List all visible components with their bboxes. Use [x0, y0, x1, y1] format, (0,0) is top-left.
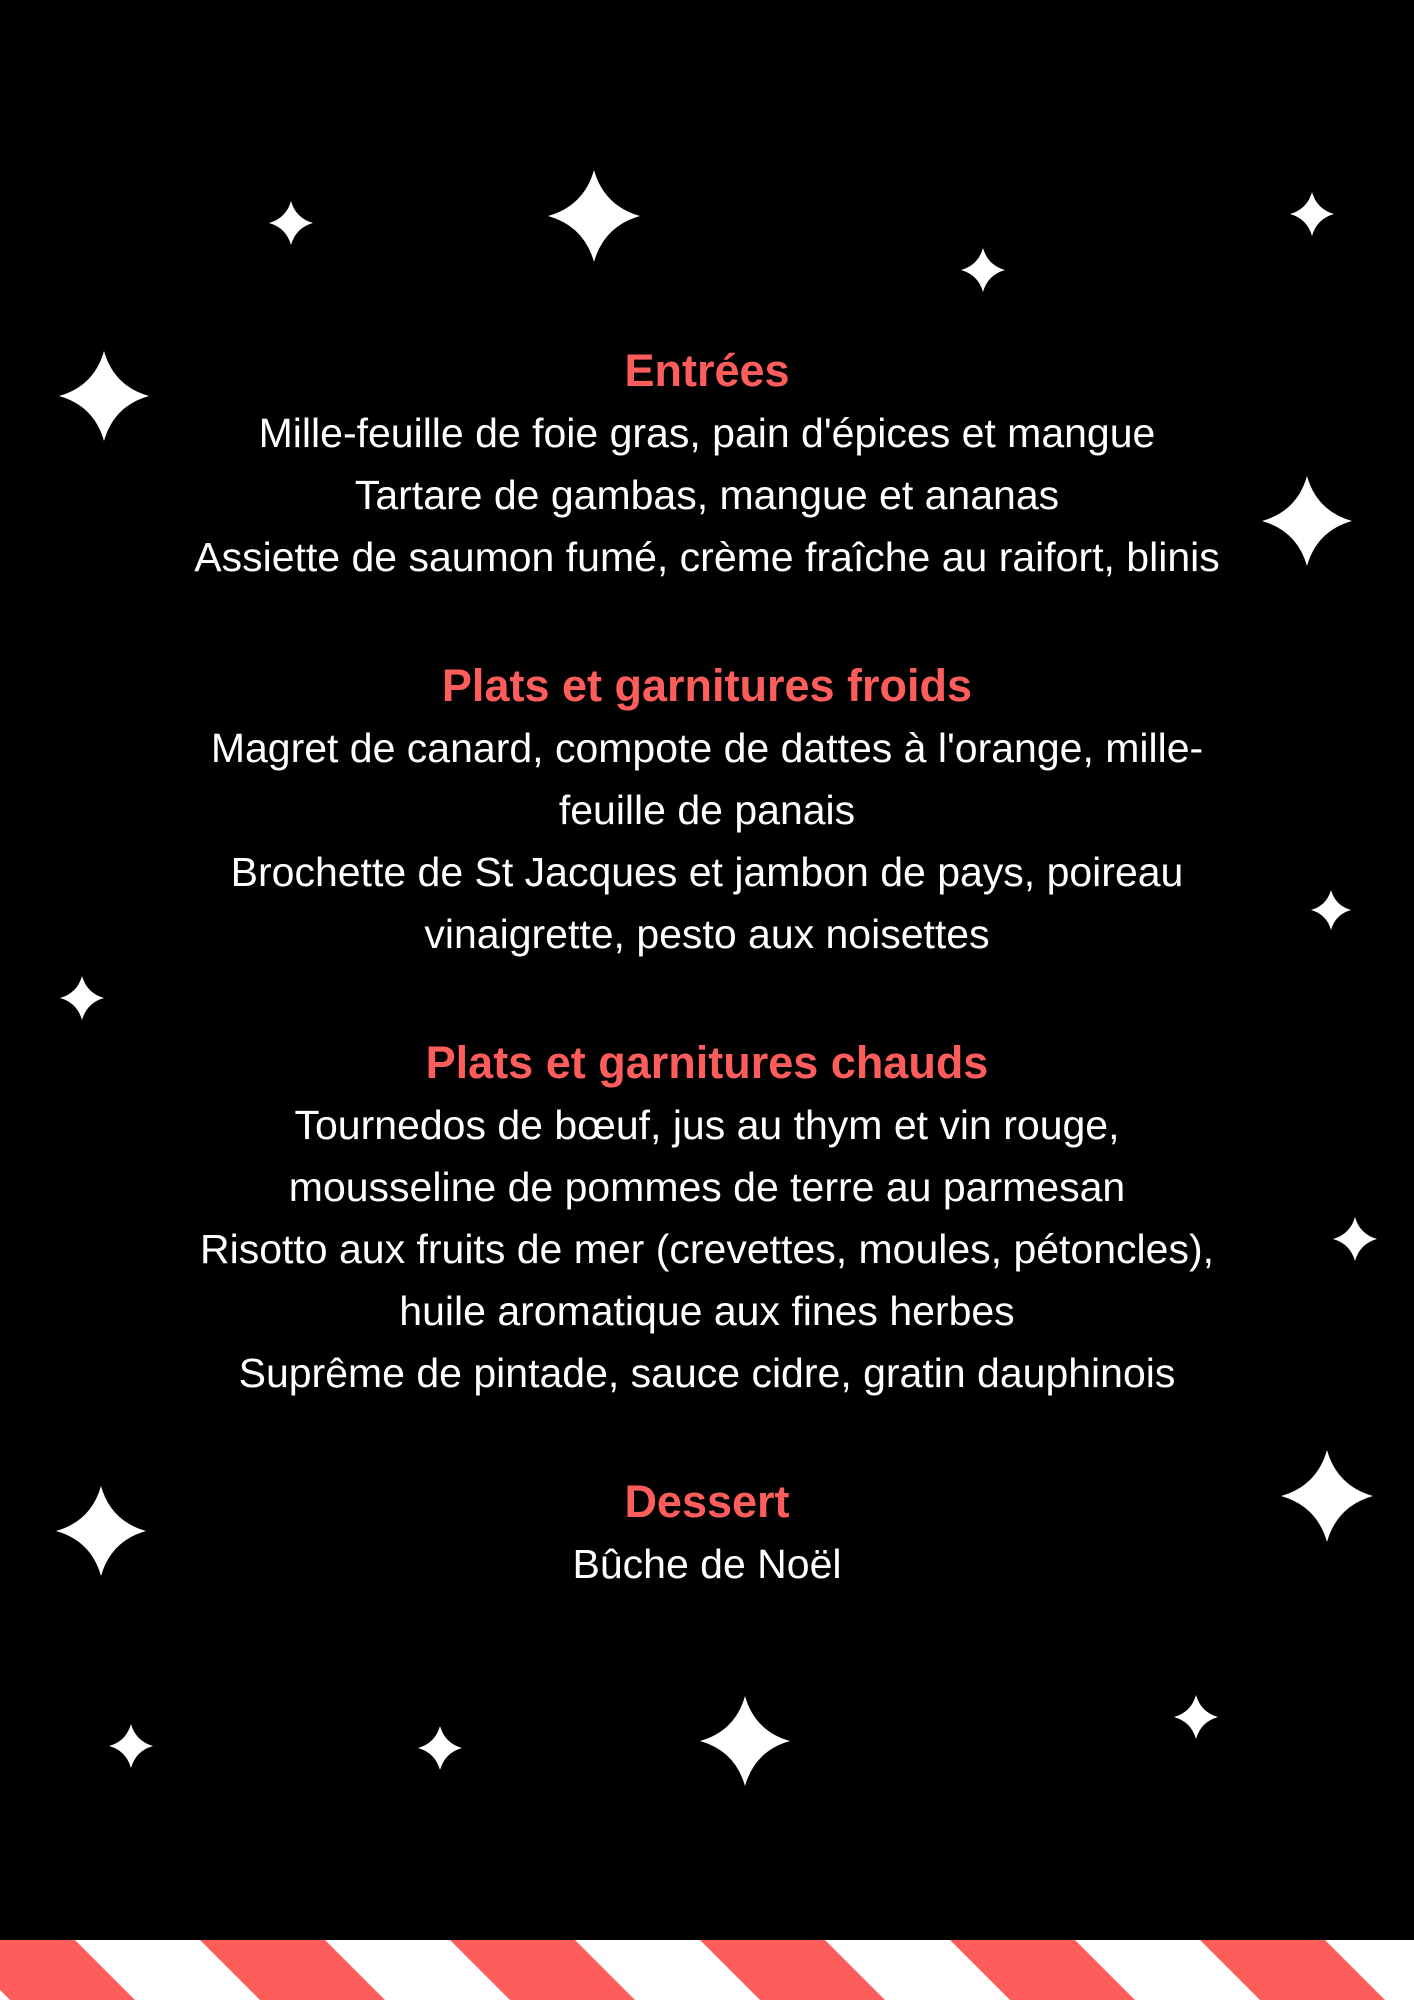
menu-item: Risotto aux fruits de mer (crevettes, moules, pétoncles),	[199, 1226, 1214, 1272]
candy-cane-stripe-border	[0, 1940, 1414, 2000]
menu-item: Magret de canard, compote de dattes à l'orange, mille-	[210, 725, 1204, 771]
section-heading: Entrées	[624, 345, 790, 396]
section-heading: Plats et garnitures froids	[441, 660, 973, 711]
menu-item: Brochette de St Jacques et jambon de pays, poireau	[230, 849, 1184, 895]
sparkle-star-icon	[59, 351, 149, 441]
sparkle-star-icon	[548, 170, 640, 262]
menu-item: mousseline de pommes de terre au parmesan	[288, 1164, 1126, 1210]
item-list	[140, 1094, 1274, 1404]
sparkle-star-icon	[269, 201, 313, 245]
section-heading: Plats et garnitures chauds	[425, 1037, 989, 1088]
menu-item: Tournedos de bœuf, jus au thym et vin rouge,	[294, 1102, 1120, 1148]
menu-item: feuille de panais	[558, 787, 856, 833]
section-entrees	[140, 340, 1274, 588]
sparkle-star-icon	[56, 1486, 146, 1576]
section-plats-chauds	[140, 1032, 1274, 1404]
menu-item: Assiette de saumon fumé, crème fraîche au raifort, blinis	[194, 534, 1220, 580]
menu-item: huile aromatique aux fines herbes	[399, 1288, 1015, 1334]
sparkle-star-icon	[1281, 1450, 1373, 1542]
sparkle-star-icon	[1262, 476, 1352, 566]
sparkle-star-icon	[1290, 192, 1334, 236]
menu-item: Bûche de Noël	[572, 1541, 842, 1587]
sparkle-star-icon	[109, 1724, 153, 1768]
menu-item: Tartare de gambas, mangue et ananas	[354, 472, 1060, 518]
section-plats-froids	[140, 655, 1274, 965]
section-heading: Dessert	[624, 1476, 790, 1527]
section-dessert	[140, 1471, 1274, 1595]
menu-item: vinaigrette, pesto aux noisettes	[424, 911, 990, 957]
item-list	[140, 402, 1274, 588]
sparkle-star-icon	[1174, 1695, 1218, 1739]
sparkle-star-icon	[418, 1726, 462, 1770]
menu-item: Mille-feuille de foie gras, pain d'épices et mangue	[258, 410, 1156, 456]
menu-item: Suprême de pintade, sauce cidre, gratin dauphinois	[238, 1350, 1176, 1396]
menu	[140, 340, 1274, 1662]
sparkle-star-icon	[60, 976, 104, 1020]
sparkle-star-icon	[961, 248, 1005, 292]
sparkle-star-icon	[1311, 890, 1351, 930]
sparkle-star-icon	[700, 1696, 790, 1786]
item-list	[140, 717, 1274, 965]
item-list	[140, 1533, 1274, 1595]
sparkle-star-icon	[1333, 1217, 1377, 1261]
